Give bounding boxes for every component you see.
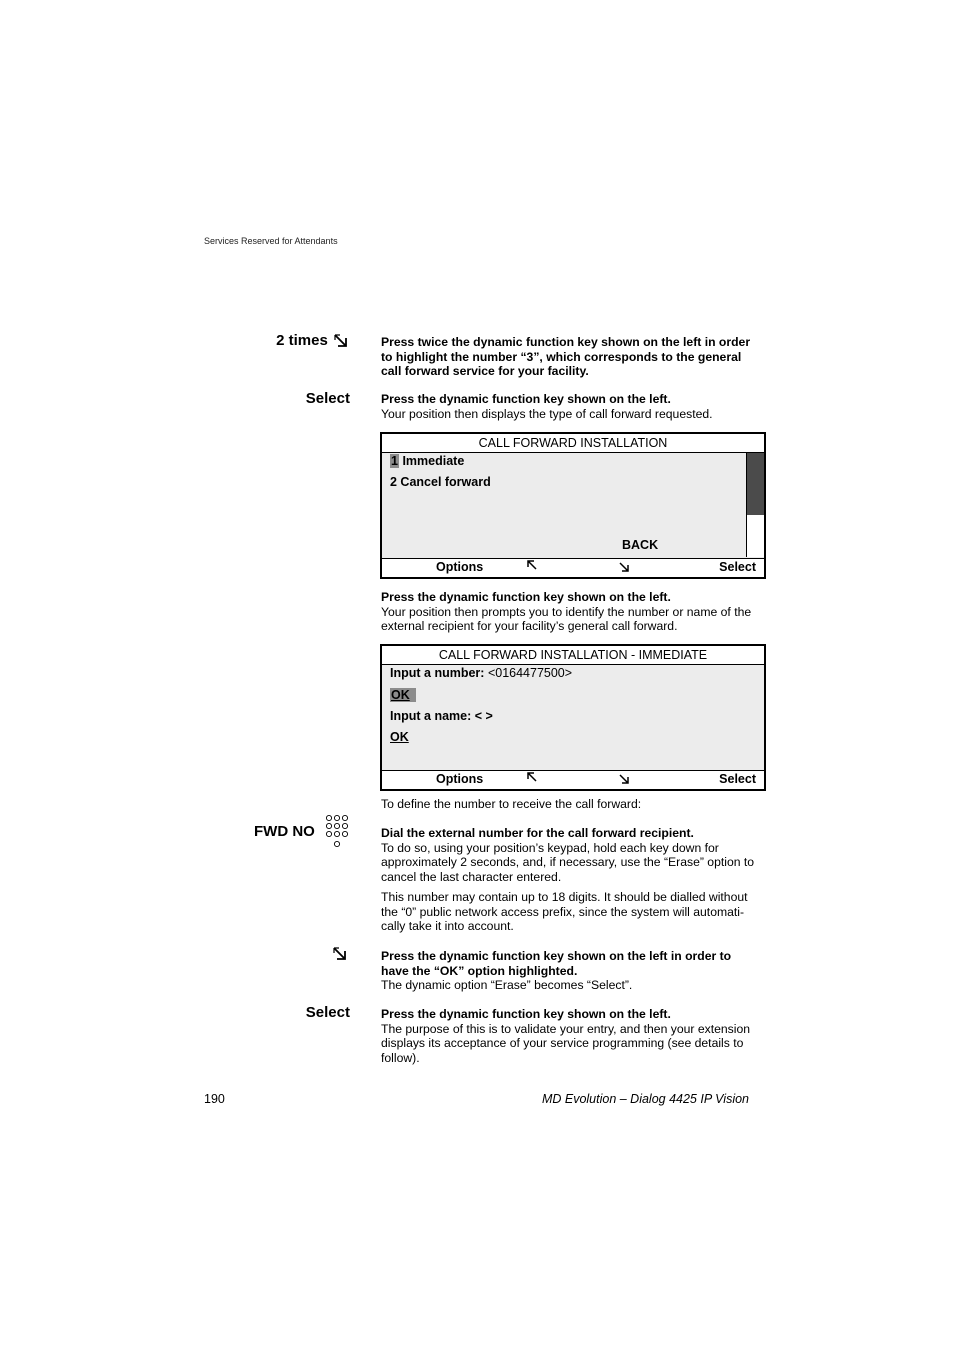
menu-item-immediate[interactable] [390, 454, 464, 468]
step-instruction [381, 949, 756, 993]
arrow-up-left-icon[interactable] [526, 559, 539, 575]
document-title: MD Evolution – Dialog 4425 IP Vision [541, 1092, 749, 1106]
ok-option[interactable]: OK [390, 730, 409, 744]
instruction-bold: Press the dynamic function key shown on the left. [381, 590, 671, 604]
ok-option-highlighted[interactable] [390, 688, 416, 702]
arrow-down-right-icon[interactable] [618, 773, 631, 789]
screen-title: CALL FORWARD INSTALLATION [382, 434, 764, 453]
instruction-bold: Press the dynamic function key shown on the left. [381, 392, 671, 406]
instruction-bold: Press the dynamic function key shown on the left in order to have the “OK” option highlighted. [381, 949, 732, 978]
step-instruction [381, 590, 756, 634]
phone-screen-call-forward [380, 432, 766, 579]
instruction-bold: Press the dynamic function key shown on the left. [381, 1007, 671, 1021]
ok-label: OK [390, 688, 416, 702]
screen-softkeys [382, 770, 764, 789]
instruction-text: The purpose of this is to validate your entry, and then your extension displays its acceptance of your service programming (see details to follow). [381, 1021, 750, 1065]
page-number: 190 [204, 1092, 225, 1106]
step-label-fwd-no: FWD NO [254, 823, 315, 840]
instruction-bold: Dial the external number for the call forward recipient. [381, 826, 694, 840]
step-label-2-times [200, 332, 350, 350]
arrow-down-right-icon [332, 332, 350, 350]
scroll-thumb[interactable] [747, 453, 764, 515]
instruction-text: The dynamic option “Erase” becomes “Select”. [381, 978, 633, 992]
step-label-select: Select [305, 1004, 350, 1021]
step-instruction [381, 826, 756, 934]
back-option[interactable]: BACK [622, 538, 659, 552]
screen-softkeys [382, 558, 764, 577]
step-label-text: 2 times [276, 332, 328, 349]
screen-title: CALL FORWARD INSTALLATION - IMMEDIATE [382, 646, 764, 665]
instruction-text: Your position then displays the type of call forward requested. [381, 406, 713, 421]
instruction-text: This number may contain up to 18 digits. It should be dialled without the “0” public network access prefix, since the system will automati-cally take it into account. [381, 890, 748, 933]
instruction-text: To define the number to receive the call forward: [381, 797, 642, 811]
menu-item-cancel-forward[interactable]: 2 Cancel forward [390, 475, 491, 489]
keypad-icon [325, 814, 351, 850]
input-number-field[interactable] [390, 666, 572, 680]
running-header: Services Reserved for Attendants [204, 236, 338, 246]
instruction-bold: Press twice the dynamic function key shown on the left in order to highlight the number “3”, which corresponds to the general call forward service for your facility. [381, 335, 751, 378]
menu-item-number: 1 [391, 454, 398, 468]
step-instruction [381, 335, 756, 379]
select-softkey[interactable]: Select [719, 772, 756, 786]
step-instruction [381, 392, 756, 421]
step-instruction [381, 1007, 756, 1065]
input-name-field[interactable]: Input a name: < > [390, 709, 493, 723]
arrow-up-left-icon[interactable] [526, 771, 539, 787]
input-number-value: <0164477500> [487, 666, 573, 680]
arrow-down-right-icon[interactable] [618, 561, 631, 577]
instruction-text: Your position then prompts you to identify the number or name of the external recipient for your facility’s general call forward. [381, 604, 752, 633]
input-number-label: Input a number: [390, 666, 485, 680]
scrollbar[interactable] [746, 453, 764, 557]
options-softkey[interactable]: Options [436, 560, 484, 574]
options-softkey[interactable]: Options [436, 772, 484, 786]
select-softkey[interactable]: Select [719, 560, 756, 574]
phone-screen-immediate [380, 644, 766, 791]
menu-item-label: Immediate [402, 454, 465, 468]
step-label-select: Select [305, 390, 350, 407]
step-instruction [381, 797, 756, 812]
instruction-text: To do so, using your position’s keypad, hold each key down for approximately 2 seconds, and, if necessary, use the “Erase” option to cancel the last character entered. [381, 840, 755, 884]
arrow-down-right-icon [331, 945, 349, 963]
